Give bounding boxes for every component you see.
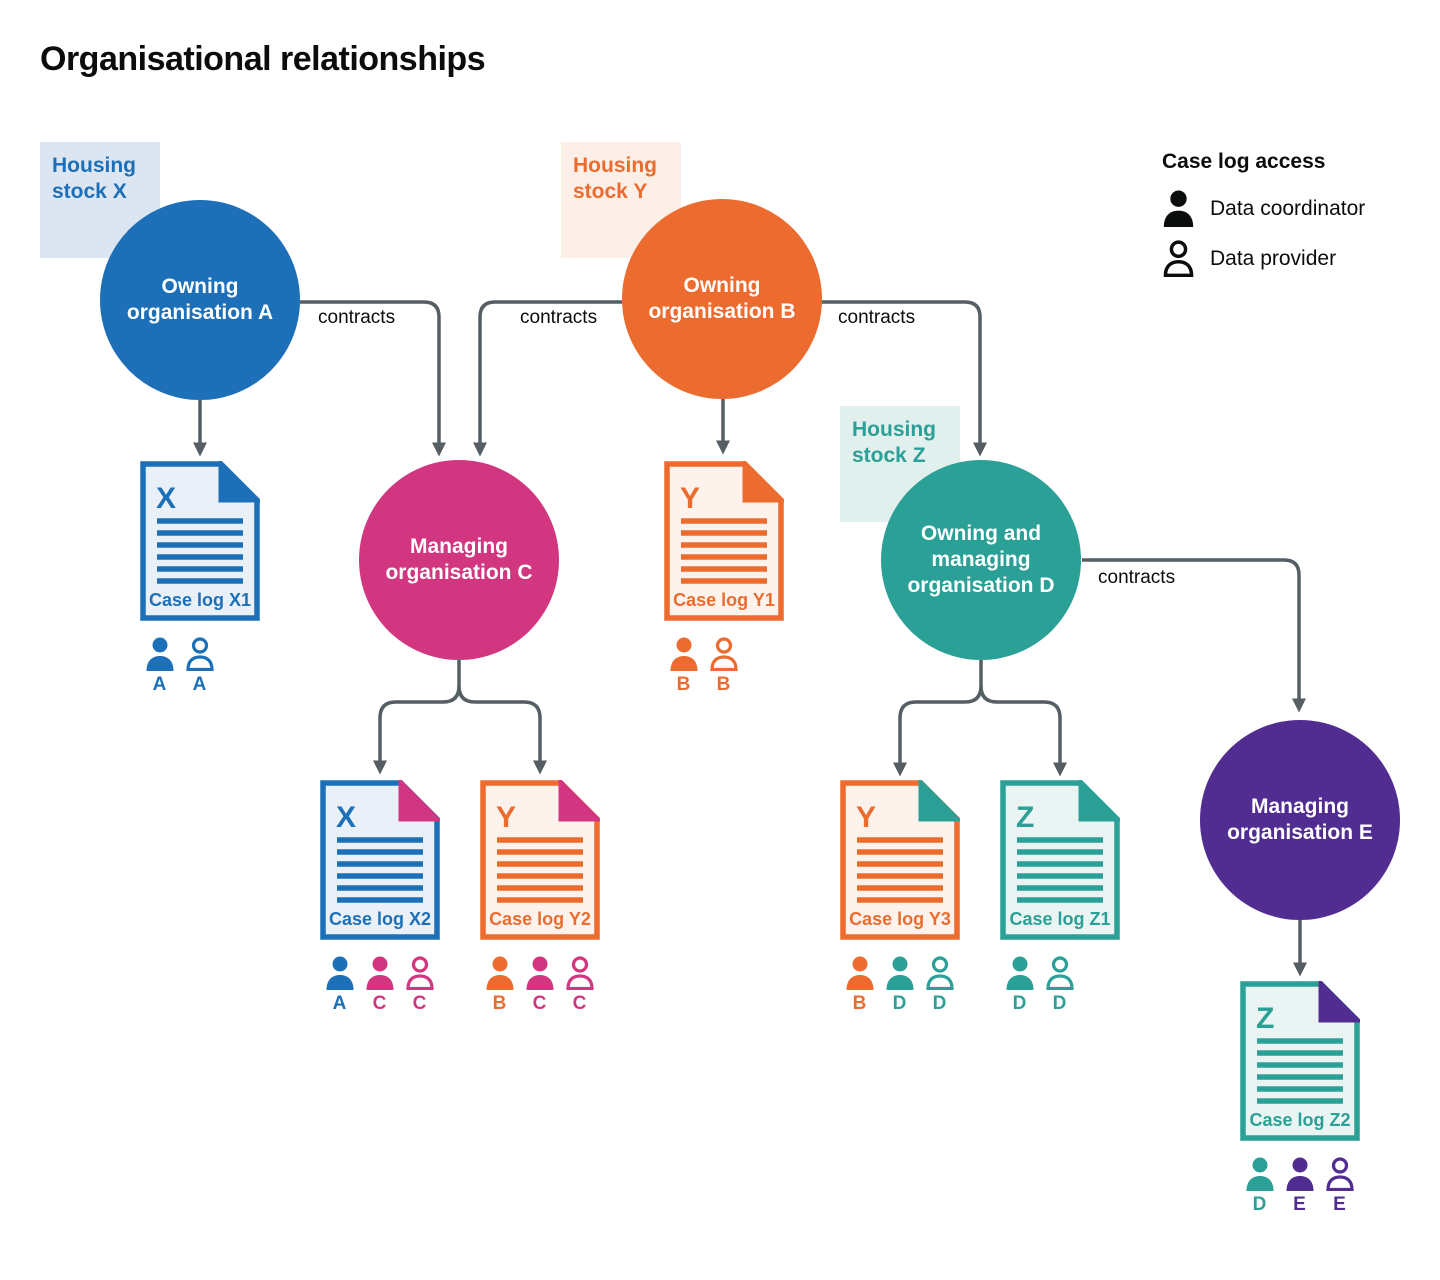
- access-person: [184, 637, 215, 694]
- person-filled-icon: [365, 956, 395, 990]
- document-icon: [664, 461, 784, 621]
- org-circle-b: [622, 199, 822, 399]
- person-letter: C: [412, 993, 427, 1014]
- legend: [1162, 150, 1365, 290]
- person-letter: A: [152, 674, 167, 695]
- org-circle-a: [100, 200, 300, 400]
- person-letter: B: [492, 993, 507, 1014]
- document-icon: [140, 461, 260, 621]
- person-filled-icon: [145, 637, 175, 671]
- access-person: [564, 956, 595, 1013]
- person-filled-icon: [669, 637, 699, 671]
- access-person: [1044, 956, 1075, 1013]
- access-person: [364, 956, 395, 1013]
- document-icon: [1000, 780, 1120, 940]
- access-person: [668, 637, 699, 694]
- person-letter: E: [1333, 1194, 1346, 1215]
- person-filled-icon: [325, 956, 355, 990]
- access-person: [844, 956, 875, 1013]
- access-person: [884, 956, 915, 1013]
- access-person: [484, 956, 515, 1013]
- person-letter: C: [532, 993, 547, 1014]
- access-row-x2: [324, 956, 435, 1013]
- person-filled-icon: [1005, 956, 1035, 990]
- org-label-b: Owning organisation B: [648, 273, 796, 323]
- doc-label: Case log Y1: [673, 590, 775, 610]
- org-label-c: Managing organisation C: [385, 534, 533, 584]
- person-letter: A: [192, 674, 207, 695]
- person-filled-icon: [1162, 190, 1195, 227]
- doc-letter: X: [336, 801, 357, 834]
- access-person: [1284, 1157, 1315, 1214]
- person-filled-icon: [885, 956, 915, 990]
- legend-title: Case log access: [1162, 150, 1326, 173]
- person-filled-icon: [485, 956, 515, 990]
- person-letter: C: [572, 993, 587, 1014]
- org-label-a: Owning organisation A: [126, 274, 274, 324]
- org-label-d: Owning and managing organisation D: [907, 521, 1055, 598]
- access-person: [324, 956, 355, 1013]
- legend-row-coordinator: [1162, 190, 1365, 227]
- doc-letter: Y: [856, 801, 877, 834]
- access-row-x1: [144, 637, 215, 694]
- person-letter: D: [932, 993, 947, 1014]
- person-outline-icon: [1045, 956, 1075, 990]
- document-icon: [320, 780, 440, 940]
- access-person: [1324, 1157, 1355, 1214]
- person-outline-icon: [565, 956, 595, 990]
- person-letter: D: [1052, 993, 1067, 1014]
- doc-label: Case log X2: [328, 909, 432, 929]
- doc-letter: Z: [1256, 1002, 1275, 1035]
- housing-stock-z-label: Housing stock Z: [852, 418, 936, 467]
- person-letter: D: [1252, 1194, 1267, 1215]
- case-log-z2: [1240, 981, 1360, 1215]
- access-person: [404, 956, 435, 1013]
- access-person: [144, 637, 175, 694]
- housing-stock-x-label: Housing stock X: [52, 154, 136, 203]
- access-person: [924, 956, 955, 1013]
- connector-c-to-x2: [380, 658, 459, 764]
- doc-letter: Y: [680, 482, 701, 515]
- access-row-y2: [484, 956, 595, 1013]
- person-letter: B: [852, 993, 867, 1014]
- org-label-e: Managing organisation E: [1227, 794, 1373, 844]
- contracts-label-b-d: contracts: [838, 307, 916, 328]
- connector-c-to-y2: [459, 686, 540, 764]
- person-filled-icon: [1245, 1157, 1275, 1191]
- access-row-y3: [844, 956, 955, 1013]
- contracts-label-b-c: contracts: [520, 307, 598, 328]
- doc-label: Case log Z1: [1009, 909, 1111, 929]
- person-outline-icon: [185, 637, 215, 671]
- document-icon: [840, 780, 960, 940]
- document-icon: [480, 780, 600, 940]
- access-person: [1004, 956, 1035, 1013]
- case-log-x2: [320, 780, 440, 1014]
- person-filled-icon: [525, 956, 555, 990]
- connector-d-to-z1: [981, 686, 1060, 766]
- case-log-x1: [140, 461, 260, 695]
- person-letter: B: [716, 674, 731, 695]
- org-circle-d: [881, 460, 1081, 660]
- person-letter: D: [892, 993, 907, 1014]
- document-icon: [1240, 981, 1360, 1141]
- contracts-label-a-c: contracts: [318, 307, 396, 328]
- person-letter: E: [1293, 1194, 1306, 1215]
- case-log-y3: [840, 780, 960, 1014]
- access-person: [708, 637, 739, 694]
- org-circle-e: [1200, 720, 1400, 920]
- person-outline-icon: [405, 956, 435, 990]
- person-outline-icon: [1325, 1157, 1355, 1191]
- person-letter: C: [372, 993, 387, 1014]
- doc-label: Case log Y2: [489, 909, 591, 929]
- legend-row-provider: [1162, 240, 1365, 277]
- case-log-y1: [664, 461, 784, 695]
- legend-label-coordinator: Data coordinator: [1210, 196, 1366, 220]
- doc-label: Case log Z2: [1249, 1110, 1351, 1130]
- access-row-z2: [1244, 1157, 1355, 1214]
- person-filled-icon: [1285, 1157, 1315, 1191]
- doc-letter: Z: [1016, 801, 1035, 834]
- page-title: Organisational relationships: [40, 40, 486, 78]
- case-log-y2: [480, 780, 600, 1014]
- person-letter: D: [1012, 993, 1027, 1014]
- person-letter: B: [676, 674, 691, 695]
- contracts-label-d-e: contracts: [1098, 567, 1176, 588]
- person-outline-icon: [1162, 240, 1195, 277]
- doc-label: Case log Y3: [849, 909, 951, 929]
- doc-letter: X: [156, 482, 177, 515]
- person-outline-icon: [709, 637, 739, 671]
- legend-label-provider: Data provider: [1210, 246, 1337, 270]
- case-log-z1: [1000, 780, 1120, 1014]
- housing-stock-y-label: Housing stock Y: [573, 154, 657, 203]
- org-circle-c: [359, 460, 559, 660]
- access-person: [1244, 1157, 1275, 1214]
- access-row-z1: [1004, 956, 1075, 1013]
- person-letter: A: [332, 993, 347, 1014]
- person-filled-icon: [845, 956, 875, 990]
- person-outline-icon: [925, 956, 955, 990]
- doc-label: Case log X1: [148, 590, 252, 610]
- connector-d-to-y3: [900, 660, 981, 766]
- access-person: [524, 956, 555, 1013]
- access-row-y1: [668, 637, 739, 694]
- doc-letter: Y: [496, 801, 517, 834]
